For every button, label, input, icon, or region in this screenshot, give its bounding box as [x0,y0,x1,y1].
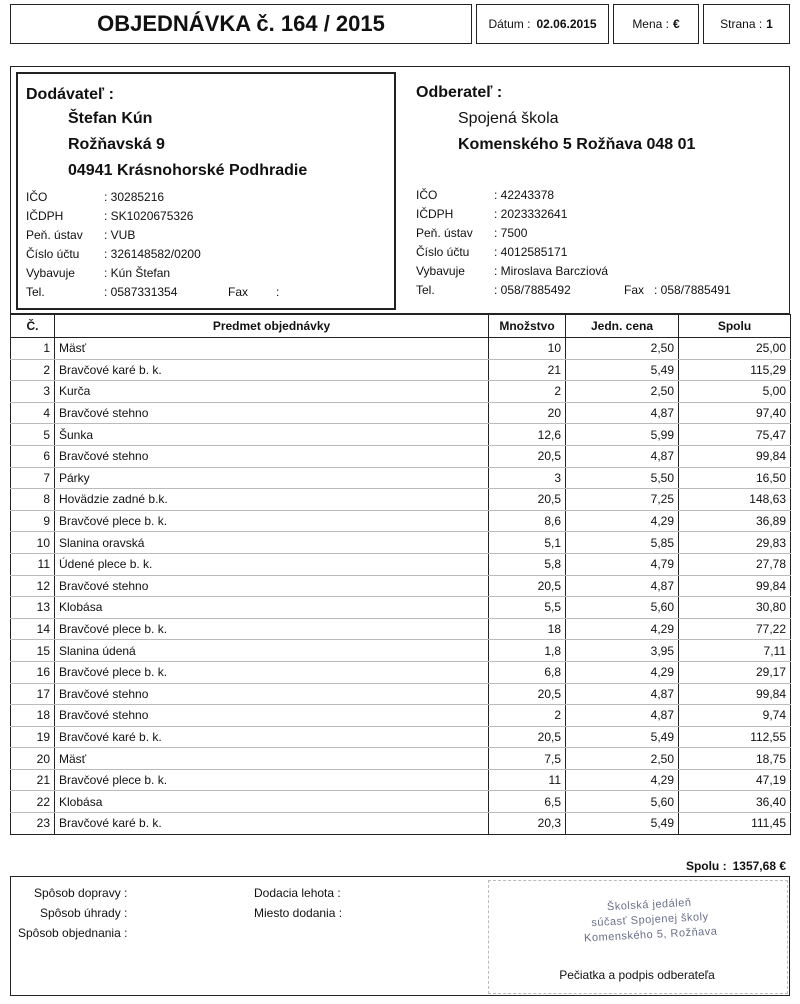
row-quantity: 2 [489,705,566,727]
customer-heading: Odberateľ : [416,84,503,101]
table-row [11,510,791,532]
row-quantity: 20,3 [489,813,566,835]
row-unit-price: 5,49 [566,359,679,381]
row-quantity: 20,5 [489,683,566,705]
row-quantity: 8,6 [489,510,566,532]
supplier-heading: Dodávateľ : [26,86,114,103]
supplier-fax: : [276,285,280,299]
row-item: Bravčové stehno [55,575,489,597]
order-items-table [10,314,791,835]
row-number: 16 [11,661,55,683]
row-number: 4 [11,402,55,424]
date-box [476,4,609,44]
supplier-icdph: : SK1020675326 [104,209,194,223]
row-total: 30,80 [679,597,791,619]
customer-name: Spojená škola [458,110,559,127]
row-quantity: 6,5 [489,791,566,813]
row-quantity: 6,8 [489,661,566,683]
customer-icdph: : 2023332641 [494,207,568,221]
row-quantity: 20 [489,402,566,424]
table-row [11,402,791,424]
row-unit-price: 4,29 [566,769,679,791]
supplier-fax-label: Fax [228,285,249,299]
row-total: 47,19 [679,769,791,791]
row-unit-price: 4,29 [566,510,679,532]
transport-label: Spôsob dopravy : [34,886,128,900]
row-unit-price: 4,87 [566,445,679,467]
row-item: Klobása [55,597,489,619]
row-unit-price: 5,60 [566,597,679,619]
col-header-item: Predmet objednávky [55,315,489,338]
row-number: 9 [11,510,55,532]
supplier-account: : 326148582/0200 [104,247,201,261]
row-total: 16,50 [679,467,791,489]
customer-handler: : Miroslava Barcziová [494,264,609,278]
customer-address: Komenského 5 Rožňava 048 01 [458,136,696,153]
row-quantity: 11 [489,769,566,791]
row-quantity: 3 [489,467,566,489]
currency-box [613,4,699,44]
row-number: 15 [11,640,55,662]
supplier-bank-label: Peň. ústav [26,228,83,242]
table-row [11,705,791,727]
customer-tel: : 058/7885492 [494,283,571,297]
grand-total-label: Spolu : [685,859,727,873]
row-unit-price: 5,85 [566,532,679,554]
row-item: Hovädzie zadné b.k. [55,489,489,511]
table-row [11,424,791,446]
customer-icdph-label: IČDPH [416,207,454,221]
table-row [11,359,791,381]
row-number: 12 [11,575,55,597]
stamp-caption: Pečiatka a podpis odberateľa [559,968,715,982]
table-row [11,791,791,813]
row-item: Bravčové stehno [55,402,489,424]
customer-fax: : 058/7885491 [654,283,731,297]
row-number: 18 [11,705,55,727]
row-number: 23 [11,813,55,835]
row-number: 10 [11,532,55,554]
table-row [11,683,791,705]
table-row [11,597,791,619]
row-total: 18,75 [679,748,791,770]
row-number: 3 [11,381,55,403]
page-box [703,4,790,44]
supplier-details [26,190,386,310]
row-unit-price: 5,50 [566,467,679,489]
customer-ico: : 42243378 [494,188,555,202]
row-unit-price: 5,60 [566,791,679,813]
stamp-line-2: súčasť Spojenej školy [591,910,709,930]
row-unit-price: 7,25 [566,489,679,511]
row-total: 5,00 [679,381,791,403]
row-unit-price: 4,87 [566,402,679,424]
row-number: 17 [11,683,55,705]
supplier-tel-label: Tel. [26,285,45,299]
row-number: 6 [11,445,55,467]
table-row [11,726,791,748]
row-total: 99,84 [679,445,791,467]
table-row [11,618,791,640]
stamp-line-3: Komenského 5, Rožňava [583,925,718,945]
table-row [11,661,791,683]
row-quantity: 7,5 [489,748,566,770]
row-total: 9,74 [679,705,791,727]
row-number: 7 [11,467,55,489]
row-item: Bravčové plece b. k. [55,510,489,532]
row-total: 99,84 [679,575,791,597]
row-item: Bravčové plece b. k. [55,618,489,640]
row-quantity: 5,5 [489,597,566,619]
table-row [11,445,791,467]
row-unit-price: 4,87 [566,683,679,705]
customer-ico-label: IČO [416,188,438,202]
row-number: 22 [11,791,55,813]
row-number: 14 [11,618,55,640]
currency-value: € [673,17,680,31]
row-unit-price: 2,50 [566,381,679,403]
page-value: 1 [766,17,773,31]
row-item: Bravčové karé b. k. [55,726,489,748]
row-number: 13 [11,597,55,619]
row-quantity: 10 [489,338,566,360]
row-unit-price: 2,50 [566,748,679,770]
page-label: Strana : [720,17,763,31]
row-quantity: 1,8 [489,640,566,662]
customer-fax-label: Fax [624,283,645,297]
row-item: Šunka [55,424,489,446]
row-total: 148,63 [679,489,791,511]
customer-tel-label: Tel. [416,283,435,297]
row-total: 36,89 [679,510,791,532]
row-unit-price: 4,79 [566,553,679,575]
customer-details [416,188,786,308]
row-unit-price: 5,49 [566,813,679,835]
delivery-place-label: Miesto dodania : [254,906,343,920]
row-total: 97,40 [679,402,791,424]
grand-total [650,856,790,876]
col-header-unit-price: Jedn. cena [566,315,679,338]
row-quantity: 12,6 [489,424,566,446]
row-total: 27,78 [679,553,791,575]
row-quantity: 21 [489,359,566,381]
table-row [11,381,791,403]
row-total: 115,29 [679,359,791,381]
row-total: 111,45 [679,813,791,835]
row-item: Kurča [55,381,489,403]
row-unit-price: 2,50 [566,338,679,360]
ordering-label: Spôsob objednania : [18,926,128,940]
row-unit-price: 3,95 [566,640,679,662]
row-quantity: 18 [489,618,566,640]
supplier-name: Štefan Kún [68,110,153,127]
supplier-street: Rožňavská 9 [68,136,165,153]
row-total: 75,47 [679,424,791,446]
row-quantity: 5,1 [489,532,566,554]
row-item: Mäsť [55,338,489,360]
supplier-icdph-label: IČDPH [26,209,64,223]
row-item: Bravčové karé b. k. [55,813,489,835]
row-total: 7,11 [679,640,791,662]
row-quantity: 20,5 [489,489,566,511]
col-header-quantity: Množstvo [489,315,566,338]
row-unit-price: 4,87 [566,575,679,597]
payment-label: Spôsob úhrady : [40,906,128,920]
row-item: Údené plece b. k. [55,553,489,575]
supplier-ico-label: IČO [26,190,48,204]
supplier-city: 04941 Krásnohorské Podhradie [68,162,308,179]
table-row [11,813,791,835]
supplier-handler-label: Vybavuje [26,266,75,280]
customer-bank: : 7500 [494,226,528,240]
row-number: 11 [11,553,55,575]
row-total: 36,40 [679,791,791,813]
row-item: Bravčové stehno [55,705,489,727]
date-label: Dátum : [488,17,531,31]
currency-label: Mena : [632,17,669,31]
table-row [11,532,791,554]
row-number: 2 [11,359,55,381]
row-total: 99,84 [679,683,791,705]
row-number: 5 [11,424,55,446]
row-item: Slanina oravská [55,532,489,554]
document-title: OBJEDNÁVKA č. 164 / 2015 [10,4,472,44]
delivery-term-label: Dodacia lehota : [254,886,341,900]
row-total: 77,22 [679,618,791,640]
customer-account: : 4012585171 [494,245,568,259]
row-unit-price: 4,87 [566,705,679,727]
date-value: 02.06.2015 [536,17,597,31]
stamp-line-1: Školská jedáleň [606,896,692,914]
row-unit-price: 4,29 [566,661,679,683]
row-total: 29,17 [679,661,791,683]
row-quantity: 20,5 [489,726,566,748]
table-row [11,467,791,489]
col-header-total: Spolu [679,315,791,338]
row-unit-price: 5,99 [566,424,679,446]
row-item: Klobása [55,791,489,813]
supplier-handler: : Kún Štefan [104,266,171,280]
customer-account-label: Číslo účtu [416,245,470,259]
table-row [11,338,791,360]
row-number: 1 [11,338,55,360]
row-item: Bravčové plece b. k. [55,661,489,683]
supplier-bank: : VUB [104,228,136,242]
row-number: 20 [11,748,55,770]
row-item: Bravčové stehno [55,683,489,705]
row-total: 29,83 [679,532,791,554]
table-row [11,575,791,597]
table-row [11,640,791,662]
row-number: 19 [11,726,55,748]
row-total: 112,55 [679,726,791,748]
supplier-tel: : 0587331354 [104,285,178,299]
row-number: 8 [11,489,55,511]
row-quantity: 20,5 [489,445,566,467]
supplier-account-label: Číslo účtu [26,247,80,261]
table-row [11,769,791,791]
row-quantity: 2 [489,381,566,403]
col-header-number: Č. [11,315,55,338]
customer-handler-label: Vybavuje [416,264,465,278]
row-item: Bravčové stehno [55,445,489,467]
row-item: Bravčové karé b. k. [55,359,489,381]
row-number: 21 [11,769,55,791]
row-quantity: 5,8 [489,553,566,575]
row-item: Bravčové plece b. k. [55,769,489,791]
grand-total-value: 1357,68 € [732,859,786,873]
table-row [11,489,791,511]
customer-bank-label: Peň. ústav [416,226,473,240]
table-header-row [11,315,791,338]
table-row [11,748,791,770]
row-item: Mäsť [55,748,489,770]
table-row [11,553,791,575]
row-item: Slanina údená [55,640,489,662]
row-unit-price: 4,29 [566,618,679,640]
row-total: 25,00 [679,338,791,360]
row-unit-price: 5,49 [566,726,679,748]
row-quantity: 20,5 [489,575,566,597]
supplier-ico: : 30285216 [104,190,165,204]
row-item: Párky [55,467,489,489]
